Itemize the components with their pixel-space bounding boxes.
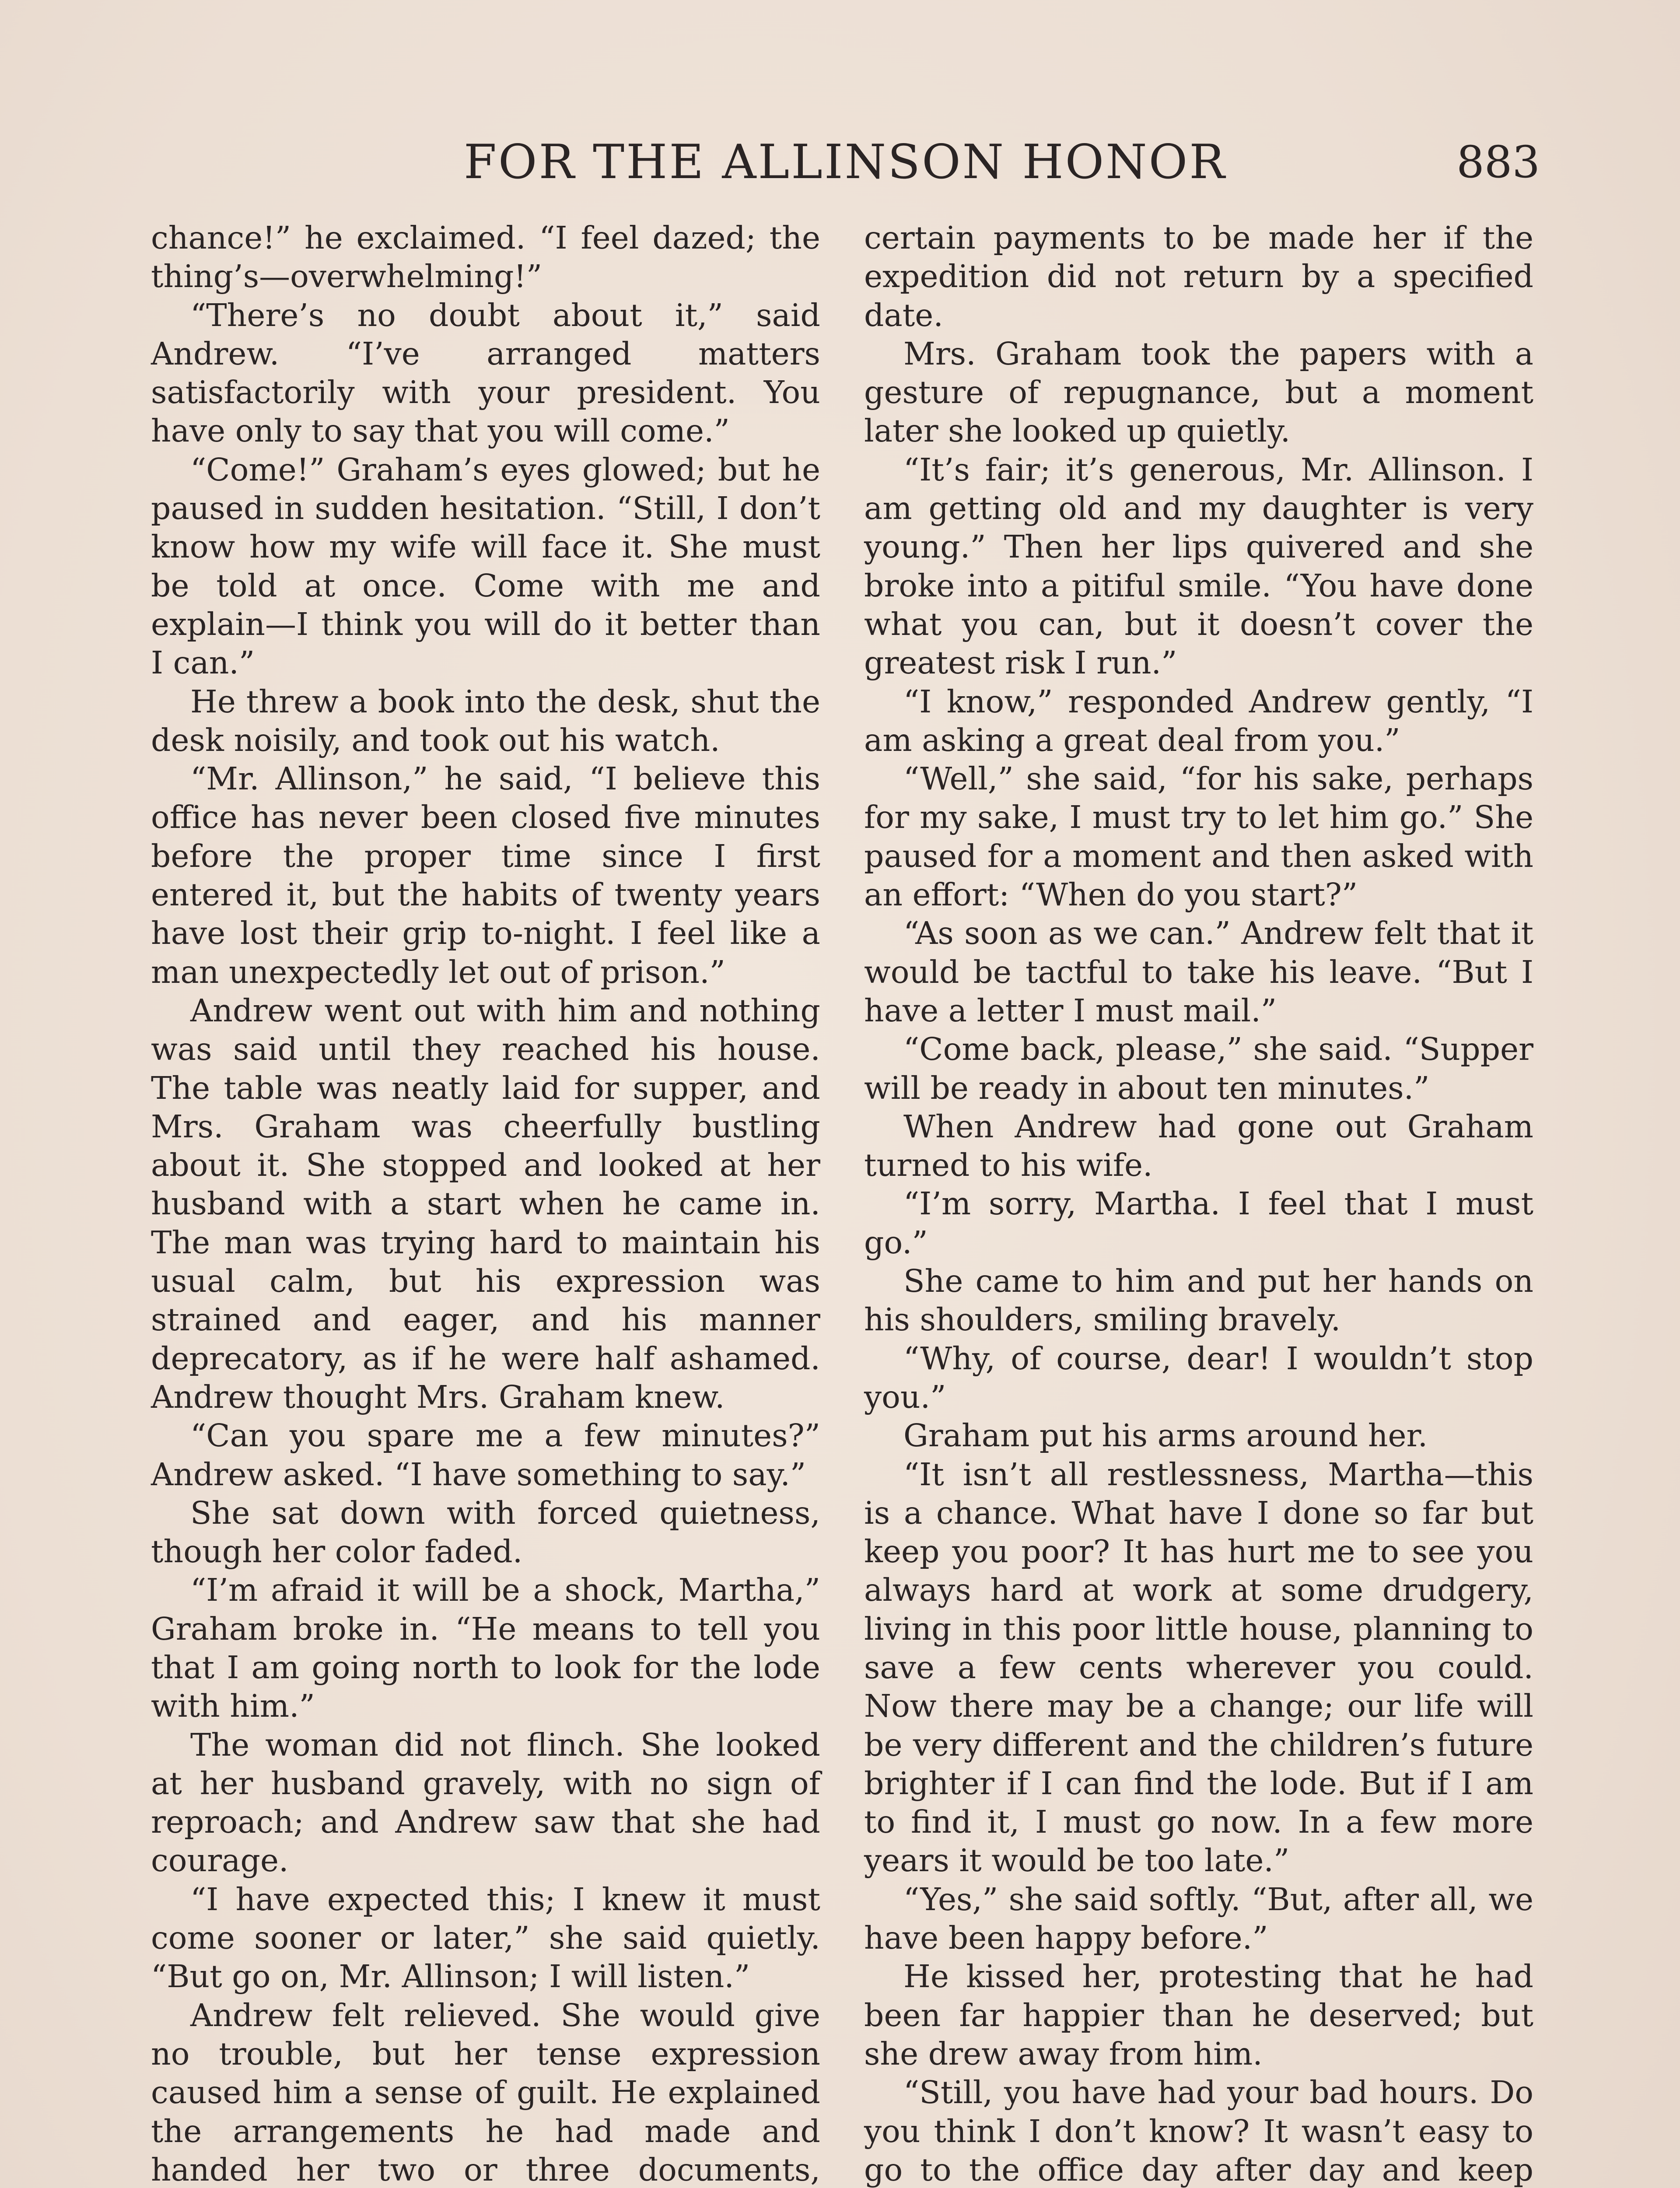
page-number: 883 xyxy=(1456,136,1540,188)
paragraph: “I’m sorry, Martha. I feel that I must go.” xyxy=(864,1185,1533,1261)
paragraph: “It’s fair; it’s generous, Mr. Allinson. I am getting old and my daughter is very young.” Then her lips quivered and she broke into a pitiful smile. “You have done what you can, but it doesn’t cover the greatest risk I run.” xyxy=(864,451,1533,681)
paragraph: “Still, you have had your bad hours. Do you think I don’t know? It wasn’t easy to go to the office day after day and keep xyxy=(864,2074,1533,2188)
paragraph: Andrew felt relieved. She would give no trouble, but her tense expression caused him a sense of guilt. He explained the arrangements he had made and handed her two or three documents, xyxy=(151,1997,820,2188)
paragraph: The woman did not flinch. She looked at her husband gravely, with no sign of reproach; and Andrew saw that she had courage. xyxy=(151,1726,820,1879)
paragraph: She sat down with forced quietness, though her color faded. xyxy=(151,1494,820,1570)
paragraph: He threw a book into the desk, shut the desk noisily, and took out his watch. xyxy=(151,683,820,758)
left-column xyxy=(151,219,820,2188)
paragraph: “Why, of course, dear! I wouldn’t stop you.” xyxy=(864,1340,1533,1415)
paragraph: “I have expected this; I knew it must come sooner or later,” she said quietly. “But go on, Mr. Allinson; I will listen.” xyxy=(151,1881,820,1995)
running-header xyxy=(464,127,1540,197)
paragraph: She came to him and put her hands on his shoulders, smiling bravely. xyxy=(864,1263,1533,1338)
paragraph: Graham put his arms around her. xyxy=(903,1417,1428,1454)
paragraph: “Come back, please,” she said. “Supper will be ready in about ten minutes.” xyxy=(864,1031,1533,1106)
paragraph: “Yes,” she said softly. “But, after all, we have been happy before.” xyxy=(864,1881,1533,1957)
paragraph: “There’s no doubt about it,” said Andrew. “I’ve arranged matters satisfactorily with your president. You have only to say that you will come.” xyxy=(151,297,820,449)
paragraph: Andrew went out with him and nothing was said until they reached his house. The table was neatly laid for supper, and Mrs. Graham was cheerfully bustling about it. She stopped and looked at her husband with a start when he came in. The man was trying hard to maintain his usual calm, but his expression was strained and eager, and his manner deprecatory, as if he were half ashamed. Andrew thought Mrs. Graham knew. xyxy=(151,992,820,1415)
paragraph: “Well,” she said, “for his sake, perhaps for my sake, I must try to let him go.” She paused for a moment and then asked with an effort: “When do you start?” xyxy=(864,761,1533,913)
paragraph: chance!” he exclaimed. “I feel dazed; the thing’s—overwhelming!” xyxy=(151,220,820,295)
paragraph: certain payments to be made her if the expedition did not return by a specified date. xyxy=(864,220,1533,333)
paragraph: He kissed her, protesting that he had been far happier than he deserved; but she drew away from him. xyxy=(864,1958,1533,2072)
paragraph: “Can you spare me a few minutes?” Andrew asked. “I have something to say.” xyxy=(151,1417,820,1493)
paragraph: When Andrew had gone out Graham turned to his wife. xyxy=(864,1108,1533,1184)
paragraph: “I’m afraid it will be a shock, Martha,” Graham broke in. “He means to tell you that I am going north to look for the lode with him.” xyxy=(151,1572,820,1725)
paragraph: “It isn’t all restlessness, Martha—this is a chance. What have I done so far but keep you poor? It has hurt me to see you always hard at work at some drudgery, living in this poor little house, planning to save a few cents wherever you could. Now there may be a change; our life will be very different and the children’s future brighter if I can find the lode. But if I am to find it, I must go now. In a few more years it would be too late.” xyxy=(864,1456,1533,1879)
paragraph: Mrs. Graham took the papers with a gesture of repugnance, but a moment later she looked up quietly. xyxy=(864,335,1533,449)
right-column xyxy=(864,219,1533,2188)
paragraph: “I know,” responded Andrew gently, “I am asking a great deal from you.” xyxy=(864,683,1533,758)
paragraph: “Mr. Allinson,” he said, “I believe this office has never been closed five minutes before the proper time since I first entered it, but the habits of twenty years have lost their grip to-night. I feel like a man unexpectedly let out of prison.” xyxy=(151,761,820,990)
paragraph: “As soon as we can.” Andrew felt that it would be tactful to take his leave. “But I have a letter I must mail.” xyxy=(864,915,1533,1029)
page-title: FOR THE ALLINSON HONOR xyxy=(464,134,1227,189)
paragraph: “Come!” Graham’s eyes glowed; but he paused in sudden hesitation. “Still, I don’t know how my wife will face it. She must be told at once. Come with me and explain—I think you will do it better than I can.” xyxy=(151,451,820,681)
